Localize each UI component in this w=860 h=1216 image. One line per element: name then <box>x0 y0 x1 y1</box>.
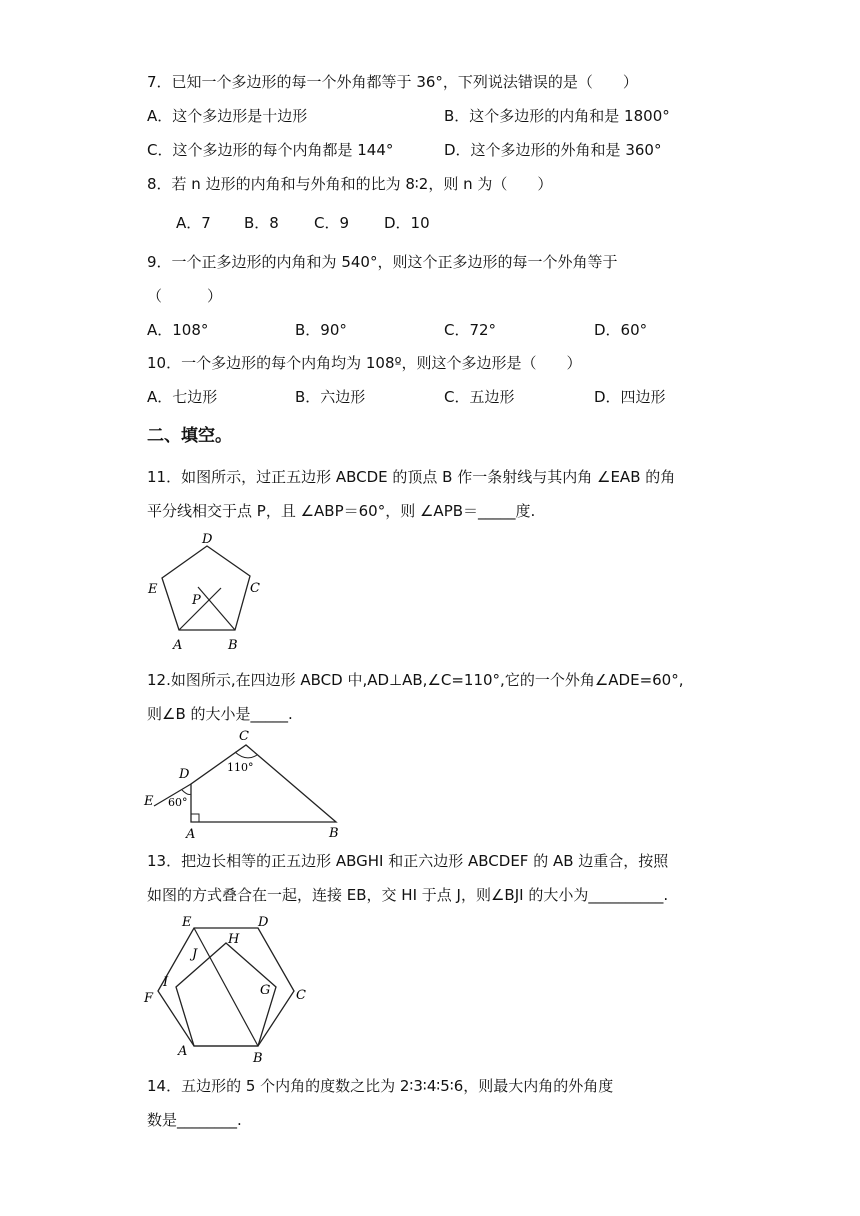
label-J: J <box>192 947 198 962</box>
q8-option-d: D．10 <box>384 214 430 232</box>
label-E: E <box>148 582 158 597</box>
q9-option-c: C．72° <box>444 321 497 339</box>
label-G: G <box>260 983 271 998</box>
q10-option-b: B．六边形 <box>295 388 366 406</box>
q13-line1: 13．把边长相等的正五边形 ABGHI 和正六边形 ABCDEF 的 AB 边重合，按照 <box>147 852 669 870</box>
label-B: B <box>253 1051 263 1065</box>
angle-label-110: 110° <box>227 761 254 774</box>
q8-option-b: B．8 <box>244 214 279 232</box>
q8-option-c: C．9 <box>314 214 350 232</box>
q11-line2: 平分线相交于点 P，且 ∠ABP＝60°，则 ∠APB＝_____度. <box>147 502 536 520</box>
label-B: B <box>228 638 238 653</box>
label-A: A <box>173 638 183 653</box>
q13-line2: 如图的方式叠合在一起，连接 EB，交 HI 于点 J，则∠BJI 的大小为__________. <box>147 886 669 904</box>
q12-line1: 12.如图所示,在四边形 ABCD 中,AD⊥AB,∠C=110°,它的一个外角∠ADE=60°, <box>147 671 684 689</box>
q10-option-c: C．五边形 <box>444 388 515 406</box>
label-D: D <box>179 767 190 782</box>
label-F: F <box>144 991 154 1006</box>
label-C: C <box>296 988 306 1003</box>
label-E: E <box>182 915 192 930</box>
figure-pentagon-hexagon-q13 <box>138 910 328 1065</box>
q7-option-b: B．这个多边形的内角和是 1800° <box>444 107 670 125</box>
q7-stem: 7．已知一个多边形的每一个外角都等于 36°，下列说法错误的是（ ） <box>147 73 638 91</box>
label-A: A <box>186 827 196 842</box>
q9-option-d: D．60° <box>594 321 648 339</box>
q12-line2: 则∠B 的大小是_____. <box>147 705 293 723</box>
q11-line1: 11．如图所示，过正五边形 ABCDE 的顶点 B 作一条射线与其内角 ∠EAB 的角 <box>147 468 676 486</box>
q9-stem-cont: （ ） <box>147 287 223 305</box>
label-H: H <box>228 932 240 947</box>
figure-pentagon-q11 <box>140 532 280 657</box>
angle-label-60: 60° <box>168 796 188 809</box>
label-E: E <box>144 794 154 809</box>
q7-option-c: C．这个多边形的每个内角都是 144° <box>147 141 394 159</box>
q14-line1: 14．五边形的 5 个内角的度数之比为 2∶3∶4∶5∶6，则最大内角的外角度 <box>147 1077 614 1095</box>
label-B: B <box>329 826 339 841</box>
label-A: A <box>178 1044 188 1059</box>
figure-quadrilateral-q12 <box>140 724 360 842</box>
q9-option-b: B．90° <box>295 321 347 339</box>
q9-option-a: A．108° <box>147 321 209 339</box>
q8-stem: 8．若 n 边形的内角和与外角和的比为 8∶2，则 n 为（ ） <box>147 175 553 193</box>
label-C: C <box>239 729 249 744</box>
q10-option-d: D．四边形 <box>594 388 666 406</box>
q14-line2: 数是________. <box>147 1111 242 1129</box>
q7-option-a: A．这个多边形是十边形 <box>147 107 308 125</box>
label-D: D <box>258 915 269 930</box>
q10-option-a: A．七边形 <box>147 388 218 406</box>
label-I: I <box>163 975 169 990</box>
section-title: 二、填空。 <box>147 426 232 446</box>
label-D: D <box>202 532 213 547</box>
q10-stem: 10．一个多边形的每个内角均为 108º，则这个多边形是（ ） <box>147 354 582 372</box>
label-C: C <box>250 581 260 596</box>
q9-stem: 9．一个正多边形的内角和为 540°，则这个正多边形的每一个外角等于 <box>147 253 618 271</box>
q8-option-a: A．7 <box>176 214 211 232</box>
q7-option-d: D．这个多边形的外角和是 360° <box>444 141 662 159</box>
label-P: P <box>192 593 201 608</box>
